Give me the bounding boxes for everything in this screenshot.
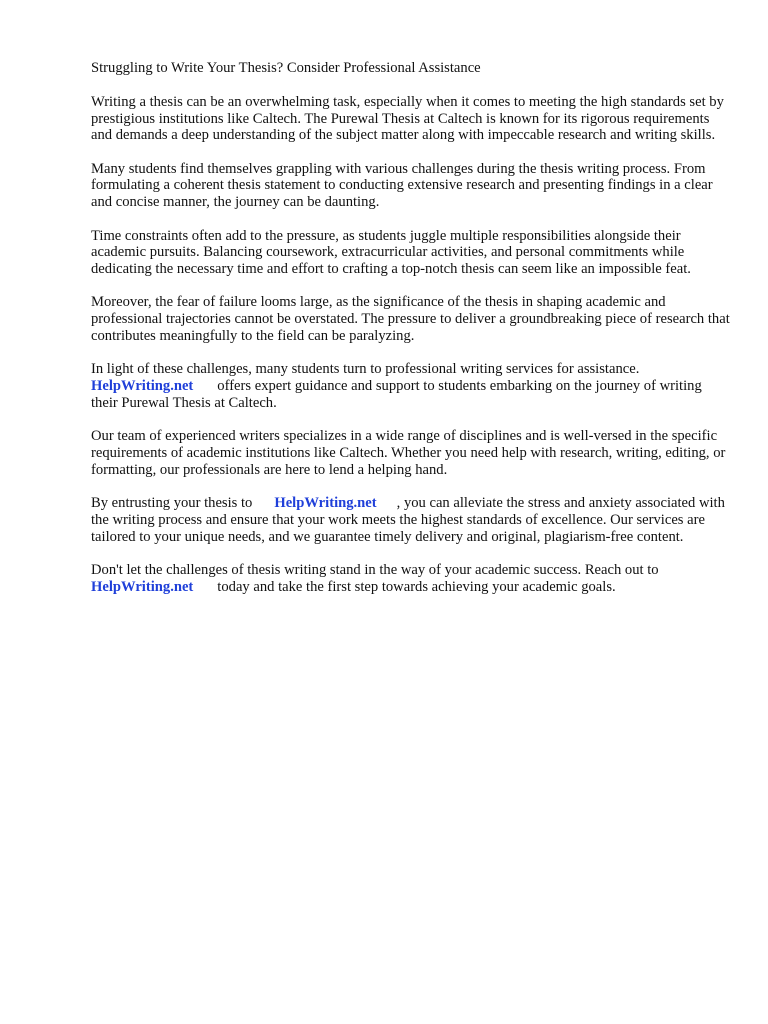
helpwriting-link-3[interactable]: HelpWriting.net <box>91 578 194 595</box>
document-page <box>91 60 731 612</box>
paragraph-services <box>91 361 731 411</box>
paragraph-team: Our team of experienced writers specializes in a wide range of disciplines and is well-versed in the specific requirements of academic institutions like Caltech. Whether you need help with research, writing, editing, or formatting, our professionals are here to lend a helping hand. <box>91 428 726 478</box>
entrusting-rest-text: , you can alleviate the stress and anxiety associated with the writing process and ensure that your work meets the highest standards of excellence. Our services are tailored to your unique needs, and we guarantee timely delivery and original, plagiarism-free content. <box>91 495 725 545</box>
helpwriting-link-2[interactable]: HelpWriting.net <box>274 495 377 512</box>
cta-rest-text: today and take the first step towards achieving your academic goals. <box>217 578 616 595</box>
paragraph-fear-of-failure: Moreover, the fear of failure looms large, as the significance of the thesis in shaping academic and professional trajectories cannot be overstated. The pressure to deliver a groundbreaking piece of research that contributes meaningfully to the field can be paralyzing. <box>91 294 730 345</box>
helpwriting-link-1[interactable]: HelpWriting.net <box>91 378 194 395</box>
entrusting-intro-text: By entrusting your thesis to <box>91 495 253 512</box>
paragraph-call-to-action <box>91 562 731 596</box>
paragraph-entrusting <box>91 495 731 545</box>
paragraph-time-constraints: Time constraints often add to the pressure, as students juggle multiple responsibilities alongside their academic pursuits. Balancing coursework, extracurricular activities, and personal commitments while dedicating the necessary time and effort to crafting a top-notch thesis can seem like an impossible feat. <box>91 227 691 278</box>
paragraph-intro: Writing a thesis can be an overwhelming task, especially when it comes to meeting the high standards set by prestigious institutions like Caltech. The Purewal Thesis at Caltech is known for its rigorous requirements and demands a deep understanding of the subject matter along with impeccable research and writing skills. <box>91 93 724 144</box>
document-title: Struggling to Write Your Thesis? Consider Professional Assistance <box>91 60 481 76</box>
paragraph-challenges: Many students find themselves grappling with various challenges during the thesis writing process. From formulating a coherent thesis statement to conducting extensive research and presenting findings in a clear and concise manner, the journey can be daunting. <box>91 160 713 211</box>
cta-intro-text: Don't let the challenges of thesis writing stand in the way of your academic success. Reach out to <box>91 562 659 579</box>
services-rest-text: offers expert guidance and support to students embarking on the journey of writing their Purewal Thesis at Caltech. <box>91 378 702 411</box>
services-intro-text: In light of these challenges, many students turn to professional writing services for assistance. <box>91 361 640 378</box>
